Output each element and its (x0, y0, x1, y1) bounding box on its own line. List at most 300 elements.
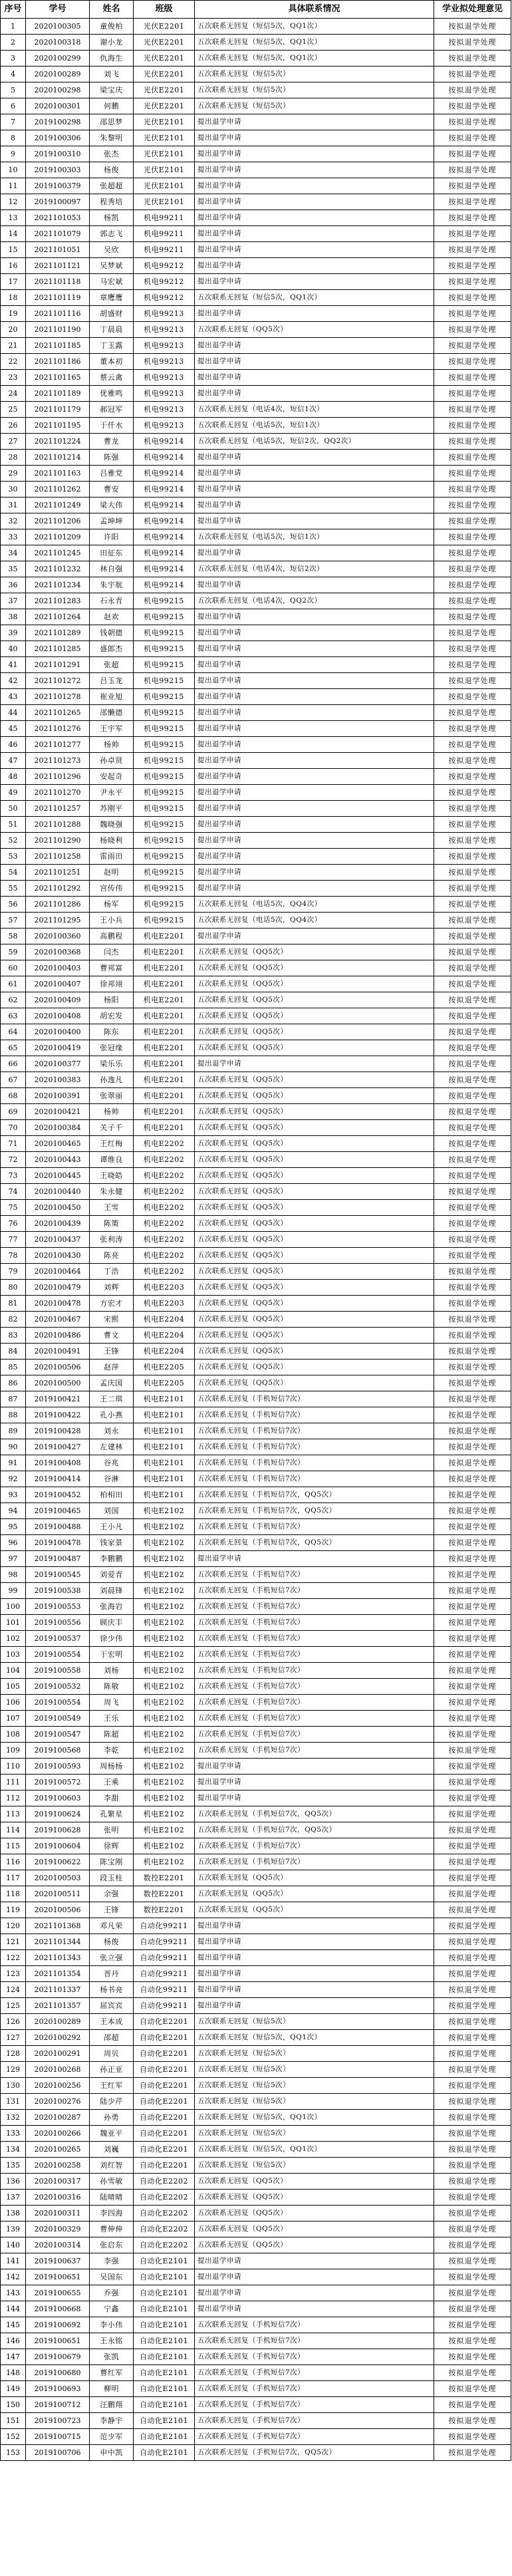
cell-contact-situation: 五次联系无回复（QQ5次） (195, 1024, 434, 1040)
cell-student-id: 2020100368 (26, 944, 90, 960)
cell-name: 张超超 (90, 178, 134, 194)
cell-contact-situation: 五次联系无回复（电话5次，短信2次，QQ2次） (195, 434, 434, 450)
cell-name: 丁浩 (90, 1264, 134, 1280)
cell-class: 自动化E2101 (134, 2317, 195, 2333)
cell-class: 自动化E2101 (134, 2333, 195, 2349)
cell-contact-situation: 五次联系无回复（手机短信7次，QQ5次） (195, 1535, 434, 1551)
cell-name: 孔繁星 (90, 1806, 134, 1822)
table-row (1, 19, 511, 35)
cell-contact-situation: 提出退学申请 (195, 801, 434, 817)
cell-student-id: 2019100408 (26, 1455, 90, 1471)
cell-contact-situation: 五次联系无回复（QQ5次） (195, 1886, 434, 1902)
table-row (1, 1008, 511, 1024)
table-row (1, 785, 511, 801)
table-row (1, 577, 511, 593)
cell-student-id: 2020100467 (26, 1312, 90, 1328)
cell-name: 杨军 (90, 897, 134, 913)
cell-contact-situation: 五次联系无回复（手机短信7次） (195, 1743, 434, 1759)
cell-proposed-action: 按拟退学处理 (434, 1982, 511, 1998)
cell-contact-situation: 提出退学申请 (195, 513, 434, 529)
table-row (1, 1487, 511, 1503)
cell-proposed-action: 按拟退学处理 (434, 51, 511, 67)
table-row (1, 1567, 511, 1583)
cell-proposed-action: 按拟退学处理 (434, 593, 511, 609)
table-row (1, 2190, 511, 2206)
cell-contact-situation: 提出退学申请 (195, 929, 434, 944)
table-row (1, 1391, 511, 1407)
cell-contact-situation: 五次联系无回复（QQ5次） (195, 1280, 434, 1296)
cell-student-id: 2020100500 (26, 1375, 90, 1391)
table-row (1, 944, 511, 960)
cell-class: 机电99214 (134, 466, 195, 482)
cell-index: 101 (1, 1615, 26, 1631)
cell-name: 李小伟 (90, 2317, 134, 2333)
cell-student-id: 2021101292 (26, 881, 90, 897)
cell-contact-situation: 五次联系无回复（手机短信7次） (195, 1663, 434, 1679)
cell-proposed-action: 按拟退学处理 (434, 306, 511, 322)
table-row (1, 753, 511, 769)
cell-contact-situation: 五次联系无回复（QQ5次） (195, 1184, 434, 1200)
cell-class: 机电E2202 (134, 1200, 195, 1216)
cell-class: 机电E2101 (134, 1391, 195, 1407)
cell-contact-situation: 提出退学申请 (195, 194, 434, 210)
cell-contact-situation: 提出退学申请 (195, 1775, 434, 1790)
table-row (1, 146, 511, 162)
cell-contact-situation: 提出退学申请 (195, 769, 434, 785)
cell-class: 数控E2201 (134, 1886, 195, 1902)
cell-contact-situation: 五次联系无回复（手机短信7次） (195, 2333, 434, 2349)
cell-proposed-action: 按拟退学处理 (434, 929, 511, 944)
cell-index: 133 (1, 2126, 26, 2142)
cell-student-id: 2021101289 (26, 625, 90, 641)
cell-class: 机电E2102 (134, 1663, 195, 1679)
cell-class: 数控E2201 (134, 1902, 195, 1918)
cell-student-id: 2019100310 (26, 146, 90, 162)
header-row (1, 1, 511, 19)
cell-class: 光伏E2101 (134, 162, 195, 178)
cell-proposed-action: 按拟退学处理 (434, 1152, 511, 1168)
cell-class: 机电E2102 (134, 1631, 195, 1647)
cell-student-id: 2021101186 (26, 354, 90, 370)
cell-index: 76 (1, 1216, 26, 1232)
cell-contact-situation: 五次联系无回复（短信5次） (195, 67, 434, 82)
cell-index: 12 (1, 194, 26, 210)
cell-student-id: 2020100409 (26, 992, 90, 1008)
cell-proposed-action: 按拟退学处理 (434, 1344, 511, 1360)
cell-proposed-action: 按拟退学处理 (434, 1775, 511, 1790)
cell-name: 胡宏发 (90, 1008, 134, 1024)
cell-name: 雷雨田 (90, 849, 134, 865)
cell-index: 39 (1, 625, 26, 641)
cell-index: 22 (1, 354, 26, 370)
cell-contact-situation: 五次联系无回复（手机短信7次） (195, 2317, 434, 2333)
cell-proposed-action: 按拟退学处理 (434, 482, 511, 498)
cell-index: 24 (1, 386, 26, 402)
cell-student-id: 2019100604 (26, 1838, 90, 1854)
cell-name: 谭维良 (90, 1152, 134, 1168)
cell-index: 20 (1, 322, 26, 338)
cell-contact-situation: 五次联系无回复（QQ5次） (195, 1088, 434, 1104)
cell-class: 机电E2102 (134, 1743, 195, 1759)
table-row (1, 1631, 511, 1647)
cell-student-id: 2021101285 (26, 641, 90, 657)
cell-contact-situation: 五次联系无回复（电话5次，QQ4次） (195, 913, 434, 929)
cell-student-id: 2020100486 (26, 1328, 90, 1344)
cell-student-id: 2019100692 (26, 2317, 90, 2333)
cell-proposed-action: 按拟退学处理 (434, 1503, 511, 1519)
cell-class: 机电E2102 (134, 1679, 195, 1695)
cell-index: 33 (1, 529, 26, 545)
cell-index: 50 (1, 801, 26, 817)
cell-student-id: 2020100478 (26, 1296, 90, 1312)
cell-class: 机电99215 (134, 625, 195, 641)
cell-class: 自动化E2201 (134, 2126, 195, 2142)
cell-index: 61 (1, 976, 26, 992)
cell-name: 刘爱青 (90, 1567, 134, 1583)
cell-proposed-action: 按拟退学处理 (434, 322, 511, 338)
cell-proposed-action: 按拟退学处理 (434, 1216, 511, 1232)
cell-student-id: 2020100465 (26, 1136, 90, 1152)
cell-student-id: 2019100379 (26, 178, 90, 194)
cell-class: 机电99215 (134, 737, 195, 753)
table-row (1, 274, 511, 290)
cell-student-id: 2019100303 (26, 162, 90, 178)
cell-contact-situation: 五次联系无回复（短信5次，QQ1次） (195, 290, 434, 306)
cell-student-id: 2019100715 (26, 2429, 90, 2445)
cell-index: 102 (1, 1631, 26, 1647)
cell-student-id: 2021101273 (26, 753, 90, 769)
table-row (1, 2285, 511, 2301)
cell-student-id: 2021101214 (26, 450, 90, 466)
cell-student-id: 2019100706 (26, 2445, 90, 2461)
cell-index: 120 (1, 1918, 26, 1934)
cell-student-id: 2021101206 (26, 513, 90, 529)
cell-student-id: 2021101245 (26, 545, 90, 561)
cell-name: 林自强 (90, 561, 134, 577)
cell-class: 自动化E2101 (134, 2285, 195, 2301)
cell-student-id: 2019100655 (26, 2285, 90, 2301)
cell-contact-situation: 五次联系无回复（短信5次） (195, 82, 434, 98)
table-row (1, 1647, 511, 1663)
cell-class: 机电99214 (134, 450, 195, 466)
table-row (1, 434, 511, 450)
cell-name: 王本成 (90, 2014, 134, 2030)
cell-proposed-action: 按拟退学处理 (434, 1870, 511, 1886)
cell-index: 112 (1, 1790, 26, 1806)
cell-class: 自动化E2201 (134, 2046, 195, 2062)
cell-student-id: 2019100414 (26, 1471, 90, 1487)
cell-name: 章鹰鹰 (90, 290, 134, 306)
cell-proposed-action: 按拟退学处理 (434, 737, 511, 753)
table-row (1, 67, 511, 82)
header-index: 序号 (1, 1, 26, 19)
cell-contact-situation: 提出退学申请 (195, 817, 434, 833)
cell-class: 机电E2202 (134, 1184, 195, 1200)
cell-name: 杨俊 (90, 1934, 134, 1950)
cell-proposed-action: 按拟退学处理 (434, 338, 511, 354)
cell-name: 杨俊 (90, 162, 134, 178)
cell-contact-situation: 五次联系无回复（电话5次，QQ4次） (195, 897, 434, 913)
cell-contact-situation: 五次联系无回复（QQ5次） (195, 1168, 434, 1184)
cell-proposed-action: 按拟退学处理 (434, 881, 511, 897)
cell-contact-situation: 五次联系无回复（手机短信7次，QQ5次） (195, 1487, 434, 1503)
cell-index: 87 (1, 1391, 26, 1407)
cell-index: 128 (1, 2046, 26, 2062)
table-row (1, 2381, 511, 2397)
cell-proposed-action: 按拟退学处理 (434, 2174, 511, 2190)
cell-class: 机电99215 (134, 913, 195, 929)
cell-index: 64 (1, 1024, 26, 1040)
cell-contact-situation: 五次联系无回复（手机短信7次） (195, 1647, 434, 1663)
cell-index: 88 (1, 1407, 26, 1423)
cell-name: 邵超 (90, 2030, 134, 2046)
cell-contact-situation: 五次联系无回复（手机短信7次，QQ5次） (195, 2445, 434, 2461)
cell-contact-situation: 提出退学申请 (195, 1966, 434, 1982)
cell-student-id: 2021101277 (26, 737, 90, 753)
cell-proposed-action: 按拟退学处理 (434, 1280, 511, 1296)
table-row (1, 1615, 511, 1631)
cell-proposed-action: 按拟退学处理 (434, 1663, 511, 1679)
cell-name: 徐邦翊 (90, 976, 134, 992)
cell-class: 自动化99211 (134, 1918, 195, 1934)
cell-class: 自动化E2201 (134, 2110, 195, 2126)
cell-name: 刘辉 (90, 1280, 134, 1296)
cell-class: 机电E2102 (134, 1854, 195, 1870)
cell-class: 机电E2102 (134, 1551, 195, 1567)
cell-student-id: 2019100097 (26, 194, 90, 210)
table-row (1, 1806, 511, 1822)
table-row (1, 82, 511, 98)
cell-class: 光伏E2101 (134, 114, 195, 130)
cell-name: 柏相田 (90, 1487, 134, 1503)
cell-proposed-action: 按拟退学处理 (434, 1104, 511, 1120)
table-row (1, 1423, 511, 1439)
cell-student-id: 2020100464 (26, 1264, 90, 1280)
cell-proposed-action: 按拟退学处理 (434, 19, 511, 35)
cell-contact-situation: 提出退学申请 (195, 210, 434, 226)
cell-name: 张启东 (90, 2237, 134, 2253)
cell-proposed-action: 按拟退学处理 (434, 705, 511, 721)
cell-contact-situation: 五次联系无回复（手机短信7次） (195, 2429, 434, 2445)
table-row (1, 609, 511, 625)
cell-contact-situation: 五次联系无回复（QQ5次） (195, 960, 434, 976)
cell-index: 3 (1, 51, 26, 67)
cell-student-id: 2020100403 (26, 960, 90, 976)
cell-class: 机电99215 (134, 673, 195, 689)
table-row (1, 2349, 511, 2365)
cell-name: 朱宇航 (90, 577, 134, 593)
cell-contact-situation: 五次联系无回复（电话5次，短信1次） (195, 418, 434, 434)
cell-index: 103 (1, 1647, 26, 1663)
cell-name: 王晓皓 (90, 1168, 134, 1184)
cell-class: 机电E2102 (134, 1583, 195, 1599)
cell-student-id: 2020100408 (26, 1008, 90, 1024)
cell-contact-situation: 提出退学申请 (195, 178, 434, 194)
table-row (1, 1152, 511, 1168)
cell-index: 81 (1, 1296, 26, 1312)
cell-class: 机电99214 (134, 577, 195, 593)
cell-student-id: 2020100258 (26, 2158, 90, 2174)
cell-proposed-action: 按拟退学处理 (434, 913, 511, 929)
cell-contact-situation: 五次联系无回复（QQ5次） (195, 1248, 434, 1264)
cell-index: 115 (1, 1838, 26, 1854)
cell-proposed-action: 按拟退学处理 (434, 1471, 511, 1487)
cell-contact-situation: 五次联系无回复（手机短信7次） (195, 2397, 434, 2413)
cell-index: 100 (1, 1599, 26, 1615)
cell-student-id: 2020100440 (26, 1184, 90, 1200)
cell-class: 机电99214 (134, 482, 195, 498)
cell-class: 机电E2102 (134, 1519, 195, 1535)
cell-index: 9 (1, 146, 26, 162)
cell-proposed-action: 按拟退学处理 (434, 1790, 511, 1806)
cell-index: 47 (1, 753, 26, 769)
cell-class: 机电E2102 (134, 1695, 195, 1711)
cell-student-id: 2021101257 (26, 801, 90, 817)
cell-class: 机电E2204 (134, 1344, 195, 1360)
cell-contact-situation: 提出退学申请 (195, 338, 434, 354)
cell-class: 自动化E2202 (134, 2221, 195, 2237)
cell-class: 机电E2202 (134, 1168, 195, 1184)
cell-student-id: 2021101272 (26, 673, 90, 689)
cell-class: 机电E2102 (134, 1535, 195, 1551)
cell-student-id: 2020100314 (26, 2237, 90, 2253)
cell-student-id: 2019100553 (26, 1599, 90, 1615)
cell-student-id: 2019100723 (26, 2413, 90, 2429)
cell-class: 机电E2102 (134, 1759, 195, 1775)
cell-contact-situation: 提出退学申请 (195, 386, 434, 402)
header-name: 姓名 (90, 1, 134, 19)
cell-student-id: 2019100422 (26, 1407, 90, 1423)
cell-class: 机电99215 (134, 897, 195, 913)
cell-proposed-action: 按拟退学处理 (434, 2397, 511, 2413)
cell-name: 蔡云禽 (90, 370, 134, 386)
cell-class: 机电99215 (134, 609, 195, 625)
cell-student-id: 2021101179 (26, 402, 90, 418)
cell-index: 60 (1, 960, 26, 976)
cell-student-id: 2020100400 (26, 1024, 90, 1040)
cell-index: 138 (1, 2206, 26, 2221)
cell-class: 机电E2101 (134, 1439, 195, 1455)
cell-name: 王乘 (90, 1775, 134, 1790)
cell-contact-situation: 五次联系无回复（手机短信7次） (195, 1423, 434, 1439)
cell-index: 19 (1, 306, 26, 322)
table-row (1, 1375, 511, 1391)
cell-index: 114 (1, 1822, 26, 1838)
cell-class: 光伏E2201 (134, 35, 195, 51)
cell-index: 56 (1, 897, 26, 913)
cell-proposed-action: 按拟退学处理 (434, 817, 511, 833)
cell-name: 梁乐乐 (90, 1056, 134, 1072)
table-row (1, 721, 511, 737)
cell-class: 光伏E2101 (134, 130, 195, 146)
cell-student-id: 2020100503 (26, 1870, 90, 1886)
cell-class: 机电E2205 (134, 1375, 195, 1391)
cell-class: 机电E2202 (134, 1152, 195, 1168)
cell-contact-situation: 五次联系无回复（手机短信7次） (195, 1519, 434, 1535)
table-row (1, 306, 511, 322)
cell-contact-situation: 五次联系无回复（QQ5次） (195, 1008, 434, 1024)
cell-name: 杨凯 (90, 210, 134, 226)
cell-contact-situation: 提出退学申请 (195, 881, 434, 897)
cell-student-id: 2019100622 (26, 1854, 90, 1870)
cell-index: 110 (1, 1759, 26, 1775)
cell-proposed-action: 按拟退学处理 (434, 2253, 511, 2269)
cell-index: 54 (1, 865, 26, 881)
table-row (1, 1998, 511, 2014)
cell-proposed-action: 按拟退学处理 (434, 1567, 511, 1583)
cell-student-id: 2021101189 (26, 386, 90, 402)
cell-index: 55 (1, 881, 26, 897)
cell-proposed-action: 按拟退学处理 (434, 2046, 511, 2062)
cell-student-id: 2020100360 (26, 929, 90, 944)
cell-index: 58 (1, 929, 26, 944)
table-row (1, 51, 511, 67)
cell-name: 刘红智 (90, 2158, 134, 2174)
cell-contact-situation: 五次联系无回复（手机短信7次） (195, 1631, 434, 1647)
cell-index: 40 (1, 641, 26, 657)
cell-name: 张超 (90, 657, 134, 673)
cell-proposed-action: 按拟退学处理 (434, 2349, 511, 2365)
cell-proposed-action: 按拟退学处理 (434, 1088, 511, 1104)
cell-name: 邵思梦 (90, 114, 134, 130)
table-row (1, 1216, 511, 1232)
cell-name: 杨阳 (90, 992, 134, 1008)
cell-name: 徐少伟 (90, 1631, 134, 1647)
cell-student-id: 2019100298 (26, 114, 90, 130)
cell-name: 杨帅 (90, 1104, 134, 1120)
cell-name: 王红梅 (90, 1136, 134, 1152)
cell-student-id: 2020100445 (26, 1168, 90, 1184)
cell-contact-situation: 五次联系无回复（手机短信7次） (195, 1567, 434, 1583)
cell-class: 机电99212 (134, 274, 195, 290)
table-row (1, 1966, 511, 1982)
cell-class: 机电E2102 (134, 1503, 195, 1519)
table-row (1, 1918, 511, 1934)
cell-index: 23 (1, 370, 26, 386)
cell-index: 152 (1, 2429, 26, 2445)
cell-name: 李强 (90, 2253, 134, 2269)
cell-student-id: 2020100318 (26, 35, 90, 51)
cell-index: 4 (1, 67, 26, 82)
cell-contact-situation: 五次联系无回复（手机短信7次） (195, 2381, 434, 2397)
cell-name: 宁鑫 (90, 2301, 134, 2317)
cell-student-id: 2019100554 (26, 1695, 90, 1711)
table-row (1, 1407, 511, 1423)
cell-name: 段玉柱 (90, 1870, 134, 1886)
cell-proposed-action: 按拟退学处理 (434, 1439, 511, 1455)
cell-proposed-action: 按拟退学处理 (434, 1966, 511, 1982)
cell-name: 梁宝庆 (90, 82, 134, 98)
cell-index: 21 (1, 338, 26, 354)
cell-student-id: 2019100427 (26, 1439, 90, 1455)
cell-contact-situation: 五次联系无回复（手机短信7次） (195, 2413, 434, 2429)
cell-name: 董本初 (90, 354, 134, 370)
cell-index: 73 (1, 1168, 26, 1184)
table-row (1, 913, 511, 929)
cell-proposed-action: 按拟退学处理 (434, 466, 511, 482)
cell-proposed-action: 按拟退学处理 (434, 2445, 511, 2461)
cell-contact-situation: 五次联系无回复（QQ5次） (195, 1870, 434, 1886)
cell-class: 自动化E2201 (134, 2062, 195, 2078)
cell-name: 邵懒德 (90, 705, 134, 721)
table-row (1, 641, 511, 657)
table-row (1, 593, 511, 609)
cell-contact-situation: 提出退学申请 (195, 1759, 434, 1775)
cell-proposed-action: 按拟退学处理 (434, 1200, 511, 1216)
cell-proposed-action: 按拟退学处理 (434, 67, 511, 82)
cell-proposed-action: 按拟退学处理 (434, 1822, 511, 1838)
cell-contact-situation: 五次联系无回复（QQ5次） (195, 322, 434, 338)
